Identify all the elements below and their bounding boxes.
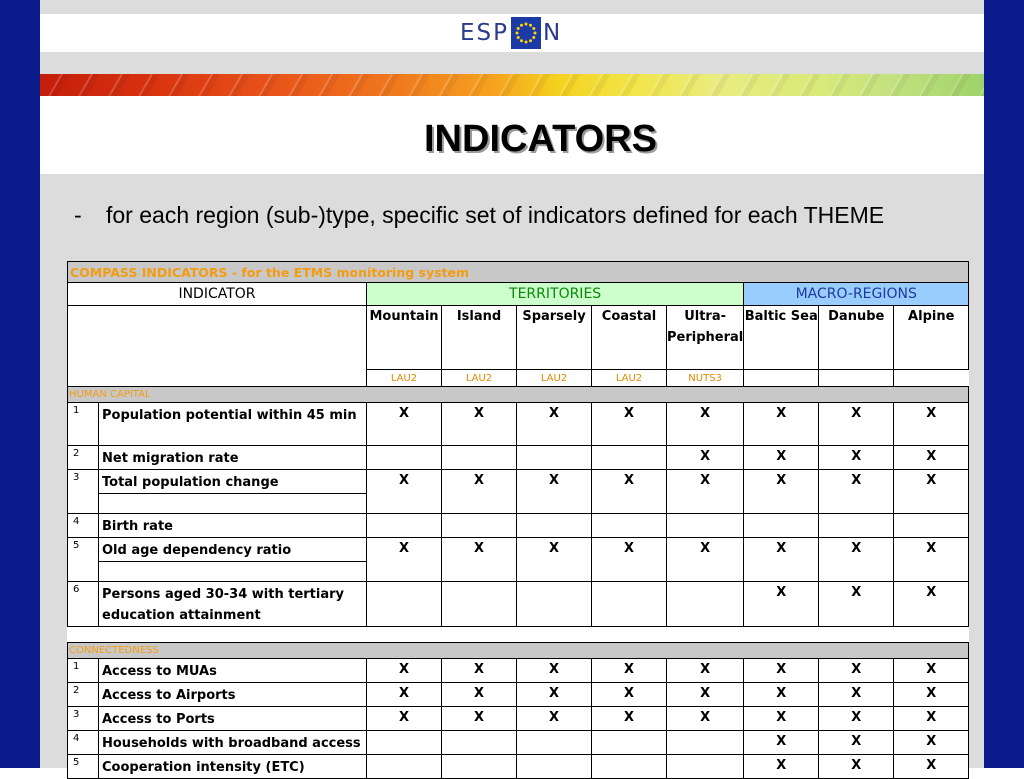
- table-caption: COMPASS INDICATORS - for the ETMS monitoring system: [68, 262, 969, 283]
- eu-stars-icon: [511, 17, 541, 49]
- mark-cell: X: [894, 683, 969, 707]
- indicator-name: [99, 538, 367, 562]
- mark-cell: X: [367, 707, 442, 731]
- mark-cell: X: [819, 683, 894, 707]
- mark-cell: X: [517, 707, 592, 731]
- section-header-row: [68, 643, 969, 659]
- mark-cell: X: [667, 446, 744, 470]
- indicator-name: [99, 755, 367, 779]
- mark-cell: [592, 731, 667, 755]
- table-row: [68, 514, 969, 538]
- indicator-name-line: Access to MUAs: [102, 664, 217, 679]
- mark-cell: [517, 446, 592, 470]
- column-header-line: Baltic Sea: [744, 309, 818, 324]
- indicator-name: [99, 446, 367, 470]
- mark-cell: X: [592, 707, 667, 731]
- mark-cell: X: [744, 683, 819, 707]
- section-gap-row: [68, 627, 969, 643]
- bullet-point: [74, 202, 884, 229]
- mark-cell: X: [744, 403, 819, 446]
- column-header-line: Island: [456, 309, 502, 324]
- row-number: 1: [68, 659, 99, 683]
- indicator-name-line: Persons aged 30-34 with tertiary: [102, 587, 345, 602]
- mark-cell: [517, 755, 592, 779]
- mark-cell: X: [517, 403, 592, 446]
- mark-cell: X: [442, 403, 517, 446]
- column-header: [819, 306, 894, 370]
- mark-cell: X: [517, 683, 592, 707]
- mark-cell: [592, 446, 667, 470]
- mark-cell: [367, 514, 442, 538]
- row-number: 2: [68, 446, 99, 470]
- table-row: [68, 659, 969, 683]
- indicator-name: [99, 470, 367, 494]
- section-label: HUMAN CAPITAL: [68, 387, 969, 403]
- indicator-name-line: Population potential within 45 min: [102, 408, 357, 423]
- mark-cell: X: [667, 659, 744, 683]
- indicator-name-line: Cooperation intensity (ETC): [102, 760, 305, 775]
- mark-cell: X: [819, 446, 894, 470]
- indicator-name-line: education attainment: [102, 608, 261, 623]
- mark-cell: X: [819, 403, 894, 446]
- mark-cell: X: [367, 470, 442, 514]
- mark-cell: [667, 514, 744, 538]
- indicator-name-line: Birth rate: [102, 519, 173, 534]
- indicator-name-blank: [99, 494, 367, 514]
- column-header-row: [68, 306, 969, 370]
- mark-cell: [517, 731, 592, 755]
- right-frame-bar: [984, 0, 1024, 768]
- mark-cell: X: [819, 538, 894, 582]
- row-number: 5: [68, 755, 99, 779]
- mark-cell: X: [744, 755, 819, 779]
- indicator-header-blank: [68, 306, 367, 387]
- mark-cell: X: [894, 707, 969, 731]
- mark-cell: [819, 514, 894, 538]
- mark-cell: X: [819, 470, 894, 514]
- section-gap: [68, 627, 969, 643]
- row-number: 5: [68, 538, 99, 582]
- mark-cell: [667, 755, 744, 779]
- mark-cell: [667, 731, 744, 755]
- mark-cell: [517, 582, 592, 627]
- indicators-table: [67, 261, 969, 779]
- indicator-name: [99, 659, 367, 683]
- column-header-line: Alpine: [908, 309, 955, 324]
- mark-cell: [517, 514, 592, 538]
- indicator-name: [99, 683, 367, 707]
- row-number: 4: [68, 514, 99, 538]
- column-header: [442, 306, 517, 370]
- mark-cell: X: [819, 707, 894, 731]
- mark-cell: [592, 582, 667, 627]
- mark-cell: X: [442, 683, 517, 707]
- column-header: [367, 306, 442, 370]
- mark-cell: X: [894, 403, 969, 446]
- mark-cell: X: [744, 707, 819, 731]
- level-label: LAU2: [517, 370, 592, 387]
- row-number: 3: [68, 470, 99, 514]
- mark-cell: X: [819, 755, 894, 779]
- mark-cell: [442, 582, 517, 627]
- section-header-row: [68, 387, 969, 403]
- table-row: [68, 707, 969, 731]
- table-row: [68, 683, 969, 707]
- logo-text-right: N: [543, 20, 563, 46]
- left-frame-bar: [0, 0, 40, 768]
- mark-cell: X: [894, 731, 969, 755]
- mark-cell: X: [592, 470, 667, 514]
- mark-cell: [744, 514, 819, 538]
- mark-cell: X: [367, 683, 442, 707]
- mark-cell: X: [442, 659, 517, 683]
- column-header-line: Coastal: [601, 309, 657, 324]
- column-header-line: Mountain: [369, 309, 439, 324]
- mark-cell: X: [592, 683, 667, 707]
- top-band: [40, 0, 984, 14]
- table-row: [68, 403, 969, 446]
- indicator-name: [99, 707, 367, 731]
- bullet-dash: -: [74, 202, 82, 228]
- mark-cell: [367, 731, 442, 755]
- mark-cell: X: [442, 707, 517, 731]
- indicator-name-line: Access to Airports: [102, 688, 236, 703]
- column-header-line: Sparsely: [522, 309, 586, 324]
- level-label: [819, 370, 894, 387]
- mark-cell: X: [894, 446, 969, 470]
- mark-cell: X: [517, 538, 592, 582]
- column-header: [894, 306, 969, 370]
- mark-cell: X: [744, 470, 819, 514]
- mark-cell: X: [442, 538, 517, 582]
- table-row: [68, 446, 969, 470]
- row-number: 1: [68, 403, 99, 446]
- column-header-line: Ultra-: [684, 309, 727, 324]
- indicator-name-line: Old age dependency ratio: [102, 543, 292, 558]
- indicator-name-line: Total population change: [102, 475, 279, 490]
- indicator-name-line: Access to Ports: [102, 712, 215, 727]
- table-row: [68, 470, 969, 494]
- mark-cell: [367, 582, 442, 627]
- mark-cell: X: [592, 538, 667, 582]
- indicator-header: INDICATOR: [68, 283, 367, 306]
- row-number: 3: [68, 707, 99, 731]
- mark-cell: [442, 731, 517, 755]
- mark-cell: [367, 446, 442, 470]
- table-row: [68, 755, 969, 779]
- indicator-name-line: Households with broadband access: [102, 736, 361, 751]
- indicator-name: [99, 582, 367, 627]
- logo-text-left: ESP: [460, 20, 510, 46]
- mark-cell: X: [894, 538, 969, 582]
- indicator-name-line: Net migration rate: [102, 451, 239, 466]
- map-strip: [40, 74, 984, 96]
- table-row: [68, 538, 969, 562]
- mark-cell: X: [894, 582, 969, 627]
- mark-cell: X: [667, 403, 744, 446]
- mark-cell: [442, 514, 517, 538]
- column-header-line: Danube: [828, 309, 885, 324]
- table-row: [68, 582, 969, 627]
- mark-cell: X: [744, 446, 819, 470]
- row-number: 4: [68, 731, 99, 755]
- column-header: [592, 306, 667, 370]
- level-label: NUTS3: [667, 370, 744, 387]
- mark-cell: X: [367, 538, 442, 582]
- mark-cell: X: [667, 538, 744, 582]
- mark-cell: [442, 755, 517, 779]
- bullet-text: for each region (sub-)type, specific set of indicators defined for each THEME: [106, 202, 885, 228]
- group-header-row: [68, 283, 969, 306]
- table-caption-row: [68, 262, 969, 283]
- mark-cell: X: [744, 659, 819, 683]
- mark-cell: X: [744, 538, 819, 582]
- column-header-line: Peripheral: [667, 330, 744, 345]
- mark-cell: X: [367, 403, 442, 446]
- indicator-name: [99, 514, 367, 538]
- mark-cell: X: [894, 755, 969, 779]
- espon-logo: [460, 16, 562, 50]
- mark-cell: X: [592, 403, 667, 446]
- header-gray-band: [40, 52, 984, 74]
- row-number: 6: [68, 582, 99, 627]
- level-label: [744, 370, 819, 387]
- row-number: 2: [68, 683, 99, 707]
- mark-cell: X: [894, 659, 969, 683]
- level-label: LAU2: [367, 370, 442, 387]
- territories-header: TERRITORIES: [367, 283, 744, 306]
- mark-cell: X: [667, 707, 744, 731]
- mark-cell: [592, 514, 667, 538]
- mark-cell: X: [367, 659, 442, 683]
- column-header: [667, 306, 744, 370]
- table-row: [68, 731, 969, 755]
- mark-cell: X: [819, 582, 894, 627]
- mark-cell: [894, 514, 969, 538]
- mark-cell: X: [744, 731, 819, 755]
- macro-regions-header: MACRO-REGIONS: [744, 283, 969, 306]
- mark-cell: X: [442, 470, 517, 514]
- mark-cell: X: [894, 470, 969, 514]
- mark-cell: [442, 446, 517, 470]
- mark-cell: X: [819, 731, 894, 755]
- level-label: LAU2: [442, 370, 517, 387]
- level-label: LAU2: [592, 370, 667, 387]
- mark-cell: X: [517, 470, 592, 514]
- slide-title: INDICATORS: [424, 118, 657, 160]
- section-label: CONNECTEDNESS: [68, 643, 969, 659]
- mark-cell: X: [592, 659, 667, 683]
- mark-cell: X: [667, 683, 744, 707]
- mark-cell: X: [667, 470, 744, 514]
- level-label: [894, 370, 969, 387]
- indicator-name-blank: [99, 562, 367, 582]
- indicator-name: [99, 731, 367, 755]
- indicator-name: [99, 403, 367, 446]
- mark-cell: [592, 755, 667, 779]
- mark-cell: [667, 582, 744, 627]
- column-header: [744, 306, 819, 370]
- column-header: [517, 306, 592, 370]
- mark-cell: X: [819, 659, 894, 683]
- mark-cell: [367, 755, 442, 779]
- mark-cell: X: [517, 659, 592, 683]
- mark-cell: X: [744, 582, 819, 627]
